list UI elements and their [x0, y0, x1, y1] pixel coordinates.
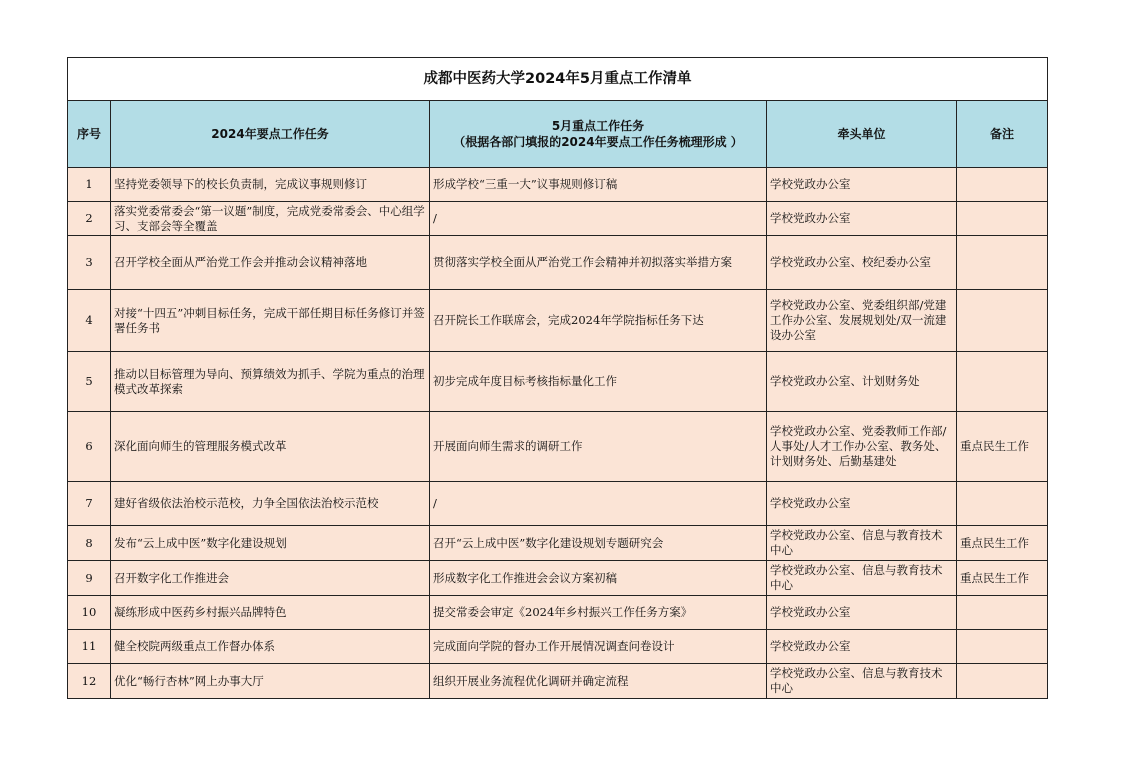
row-num: 1 — [68, 168, 111, 202]
row-unit: 学校党政办公室 — [767, 630, 957, 664]
table-row — [68, 596, 1048, 630]
row-num: 3 — [68, 236, 111, 290]
row-may-task: 形成学校“三重一大”议事规则修订稿 — [430, 168, 767, 202]
row-unit: 学校党政办公室、信息与教育技术中心 — [767, 561, 957, 596]
work-list-table — [67, 57, 1048, 699]
row-note — [957, 236, 1048, 290]
row-note — [957, 664, 1048, 699]
row-task: 建好省级依法治校示范校，力争全国依法治校示范校 — [111, 482, 430, 526]
row-may-task: 提交常委会审定《2024年乡村振兴工作任务方案》 — [430, 596, 767, 630]
row-unit: 学校党政办公室 — [767, 168, 957, 202]
table-row — [68, 412, 1048, 482]
row-note — [957, 290, 1048, 352]
row-unit: 学校党政办公室、信息与教育技术中心 — [767, 526, 957, 561]
row-note — [957, 352, 1048, 412]
row-task: 落实党委常委会“第一议题”制度，完成党委常委会、中心组学习、支部会等全覆盖 — [111, 202, 430, 236]
row-unit: 学校党政办公室、党委组织部/党建工作办公室、发展规划处/双一流建设办公室 — [767, 290, 957, 352]
row-num: 6 — [68, 412, 111, 482]
row-may-task: 形成数字化工作推进会会议方案初稿 — [430, 561, 767, 596]
row-task: 深化面向师生的管理服务模式改革 — [111, 412, 430, 482]
row-note: 重点民生工作 — [957, 526, 1048, 561]
header-task: 2024年要点工作任务 — [111, 101, 430, 168]
row-may-task: 召开“云上成中医”数字化建设规划专题研究会 — [430, 526, 767, 561]
row-may-task: 召开院长工作联席会，完成2024年学院指标任务下达 — [430, 290, 767, 352]
table-row — [68, 664, 1048, 699]
row-task: 召开数字化工作推进会 — [111, 561, 430, 596]
row-note: 重点民生工作 — [957, 412, 1048, 482]
row-unit: 学校党政办公室、信息与教育技术中心 — [767, 664, 957, 699]
header-num: 序号 — [68, 101, 111, 168]
row-num: 11 — [68, 630, 111, 664]
table-row — [68, 526, 1048, 561]
table-row — [68, 561, 1048, 596]
row-num: 8 — [68, 526, 111, 561]
row-num: 9 — [68, 561, 111, 596]
row-may-task: 完成面向学院的督办工作开展情况调查问卷设计 — [430, 630, 767, 664]
table-row — [68, 482, 1048, 526]
row-may-task: 贯彻落实学校全面从严治党工作会精神并初拟落实举措方案 — [430, 236, 767, 290]
row-num: 10 — [68, 596, 111, 630]
row-num: 7 — [68, 482, 111, 526]
row-may-task: / — [430, 482, 767, 526]
row-note — [957, 596, 1048, 630]
row-may-task: 组织开展业务流程优化调研并确定流程 — [430, 664, 767, 699]
header-may-line2: （根据各部门填报的2024年要点工作任务梳理形成 ） — [453, 135, 743, 149]
row-unit: 学校党政办公室、党委教师工作部/人事处/人才工作办公室、教务处、计划财务处、后勤基建处 — [767, 412, 957, 482]
header-may-line1: 5月重点工作任务 — [551, 119, 645, 133]
row-num: 4 — [68, 290, 111, 352]
row-task: 召开学校全面从严治党工作会并推动会议精神落地 — [111, 236, 430, 290]
work-list-sheet — [67, 57, 1047, 699]
header-may-task — [430, 101, 767, 168]
row-unit: 学校党政办公室、校纪委办公室 — [767, 236, 957, 290]
row-may-task: 初步完成年度目标考核指标量化工作 — [430, 352, 767, 412]
row-note: 重点民生工作 — [957, 561, 1048, 596]
table-row — [68, 352, 1048, 412]
row-task: 推动以目标管理为导向、预算绩效为抓手、学院为重点的治理模式改革探索 — [111, 352, 430, 412]
row-note — [957, 168, 1048, 202]
row-may-task: / — [430, 202, 767, 236]
row-task: 优化“畅行杏林”网上办事大厅 — [111, 664, 430, 699]
table-row — [68, 202, 1048, 236]
row-unit: 学校党政办公室 — [767, 482, 957, 526]
table-header-row — [68, 101, 1048, 168]
row-task: 对接“十四五”冲刺目标任务，完成干部任期目标任务修订并签署任务书 — [111, 290, 430, 352]
header-note: 备注 — [957, 101, 1048, 168]
table-row — [68, 630, 1048, 664]
row-task: 坚持党委领导下的校长负责制，完成议事规则修订 — [111, 168, 430, 202]
row-num: 2 — [68, 202, 111, 236]
row-task: 发布“云上成中医”数字化建设规划 — [111, 526, 430, 561]
page-title: 成都中医药大学2024年5月重点工作清单 — [68, 58, 1048, 101]
row-num: 12 — [68, 664, 111, 699]
row-note — [957, 630, 1048, 664]
table-row — [68, 236, 1048, 290]
row-num: 5 — [68, 352, 111, 412]
row-note — [957, 482, 1048, 526]
row-task: 凝练形成中医药乡村振兴品牌特色 — [111, 596, 430, 630]
table-row — [68, 168, 1048, 202]
row-note — [957, 202, 1048, 236]
row-task: 健全校院两级重点工作督办体系 — [111, 630, 430, 664]
row-unit: 学校党政办公室 — [767, 596, 957, 630]
row-unit: 学校党政办公室 — [767, 202, 957, 236]
table-row — [68, 290, 1048, 352]
row-unit: 学校党政办公室、计划财务处 — [767, 352, 957, 412]
header-unit: 牵头单位 — [767, 101, 957, 168]
row-may-task: 开展面向师生需求的调研工作 — [430, 412, 767, 482]
